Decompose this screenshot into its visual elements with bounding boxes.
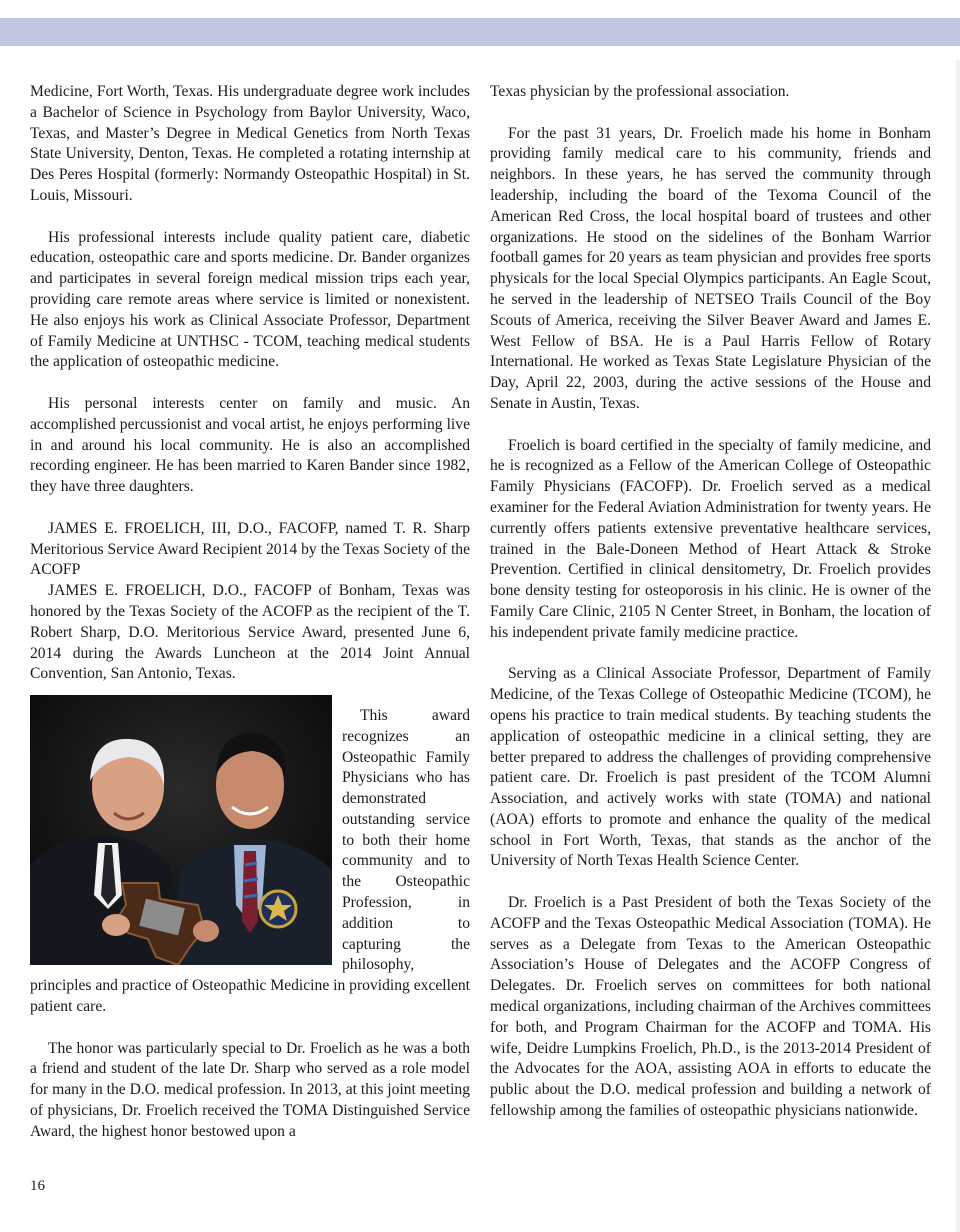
left-paragraph-4: JAMES E. FROELICH, III, D.O., FACOFP, named T. R. Sharp Meritorious Service Award Recipient 2014 by the Texas Society of the ACOFP <box>30 519 470 579</box>
left-paragraph-2: His professional interests include quality patient care, diabetic education, osteopathic care and sports medicine. Dr. Bander organizes and participates in several foreign medical mission trips each year, providing care remote areas where service is limited or nonexistent. He also enjoys his work as Clinical Associate Professor, Department of Family Medicine at UNTHSC - TCOM, teaching medical students the application of osteopathic medicine. <box>30 228 470 371</box>
right-paragraph-1: Texas physician by the professional association. <box>490 83 790 100</box>
right-paragraph-4: Serving as a Clinical Associate Professor, Department of Family Medicine, of the Texas College of Osteopathic Medicine (TCOM), he opens his practice to train medical students. By teaching students the application of osteopathic medicine in a clinical setting, they are better prepared to address the challenges of providing comprehensive patient care. Dr. Froelich is past president of the TCOM Alumni Association, and actively works with state (TOMA) and national (AOA) efforts to promote and enhance the quality of the medical school in Fort Worth, Texas, that stands as the anchor of the University of North Texas Health Science Center. <box>490 665 931 870</box>
left-paragraph-7: The honor was particularly special to Dr. Froelich as he was a both a friend and student of the late Dr. Sharp who served as a role model for many in the D.O. medical profession. In 2013, at this joint meeting of physicians, Dr. Froelich received the TOMA Distinguished Service Award, the highest honor bestowed upon a <box>30 1039 471 1140</box>
left-paragraph-1: Medicine, Fort Worth, Texas. His undergraduate degree work includes a Bachelor of Science in Psychology from Baylor University, Waco, Texas, and Master’s Degree in Medical Genetics from North Texas State University, Denton, Texas. He completed a rotating internship at Des Peres Hospital (formerly: Normandy Osteopathic Hospital) in St. Louis, Missouri. <box>30 83 470 204</box>
award-photo-illustration <box>30 695 332 965</box>
header-band <box>0 18 960 46</box>
left-paragraph-6: This award recognizes an Osteopathic Family Physicians who has demonstrated outstanding service to both their home community and to the Osteopathic Profession, in addition to capturing the philosophy, principles and practice of Osteopathic Medicine in providing excellent patient care. <box>30 706 470 1016</box>
page-number: 16 <box>30 1178 45 1194</box>
left-paragraph-5: JAMES E. FROELICH, D.O., FACOFP of Bonham, Texas was honored by the Texas Society of the ACOFP as the recipient of the T. Robert Sharp, D.O. Meritorious Service Award, presented June 6, 2014 during the Awards Luncheon at the 2014 Joint Annual Convention, San Antonio, Texas. <box>30 582 470 683</box>
left-column <box>30 82 470 1143</box>
right-column <box>490 82 931 1122</box>
award-photo <box>30 695 332 965</box>
right-paragraph-5: Dr. Froelich is a Past President of both the Texas Society of the ACOFP and the Texas Osteopathic Medical Association (TOMA). He serves as a Delegate from Texas to the American Osteopathic Association’s House of Delegates and the ACOFP Congress of Delegates. Dr. Froelich serves on committees for both national medical organizations, including chairman of the Archives committees for both, and Program Chairman for the ACOFP and TOMA. His wife, Deidre Lumpkins Froelich, Ph.D., is the 2013-2014 President of the Advocates for the AOA, assisting AOA in efforts to educate the public about the D.O. medical profession and building a network of fellowship among the families of osteopathic physicians nationwide. <box>490 894 931 1120</box>
page-edge <box>956 60 960 1232</box>
left-paragraph-3: His personal interests center on family and music. An accomplished percussionist and vocal artist, he enjoys performing live in and around his local community. He is also an accomplished recording engineer. He has been married to Karen Bander since 1982, they have three daughters. <box>30 394 470 496</box>
right-paragraph-3: Froelich is board certified in the specialty of family medicine, and he is recognized as a Fellow of the American College of Osteopathic Family Physicians (FACOFP). Dr. Froelich served as a medical examiner for the Federal Aviation Administration for twenty years. He currently offers patients extensive preventative healthcare services, trained in the Bale-Doneen Method of Heart Attack & Stroke Prevention. Certified in clinical densitometry, Dr. Froelich provides bone density testing for osteoporosis in his clinic. He is owner of the Family Care Clinic, 2105 N Center Street, in Bonham, the location of his independent private family medicine practice. <box>490 436 931 641</box>
right-paragraph-2: For the past 31 years, Dr. Froelich made his home in Bonham providing family medical care to his community, friends and neighbors. In these years, he has served the community through leadership, including the board of the Texoma Council of the American Red Cross, the local hospital board of trustees and other organizations. He stood on the sidelines of the Bonham Warrior football games for 20 years as team physician and provides free sports physicals for the local Special Olympics participants. An Eagle Scout, he served in the leadership of NETSEO Trails Council of the Boy Scouts of America, receiving the Silver Beaver Award and James E. West Fellow of BSA. He is a Paul Harris Fellow of Rotary International. He worked as Texas State Legislature Physician of the Day, April 22, 2003, during the active sessions of the House and Senate in Austin, Texas. <box>490 124 931 412</box>
